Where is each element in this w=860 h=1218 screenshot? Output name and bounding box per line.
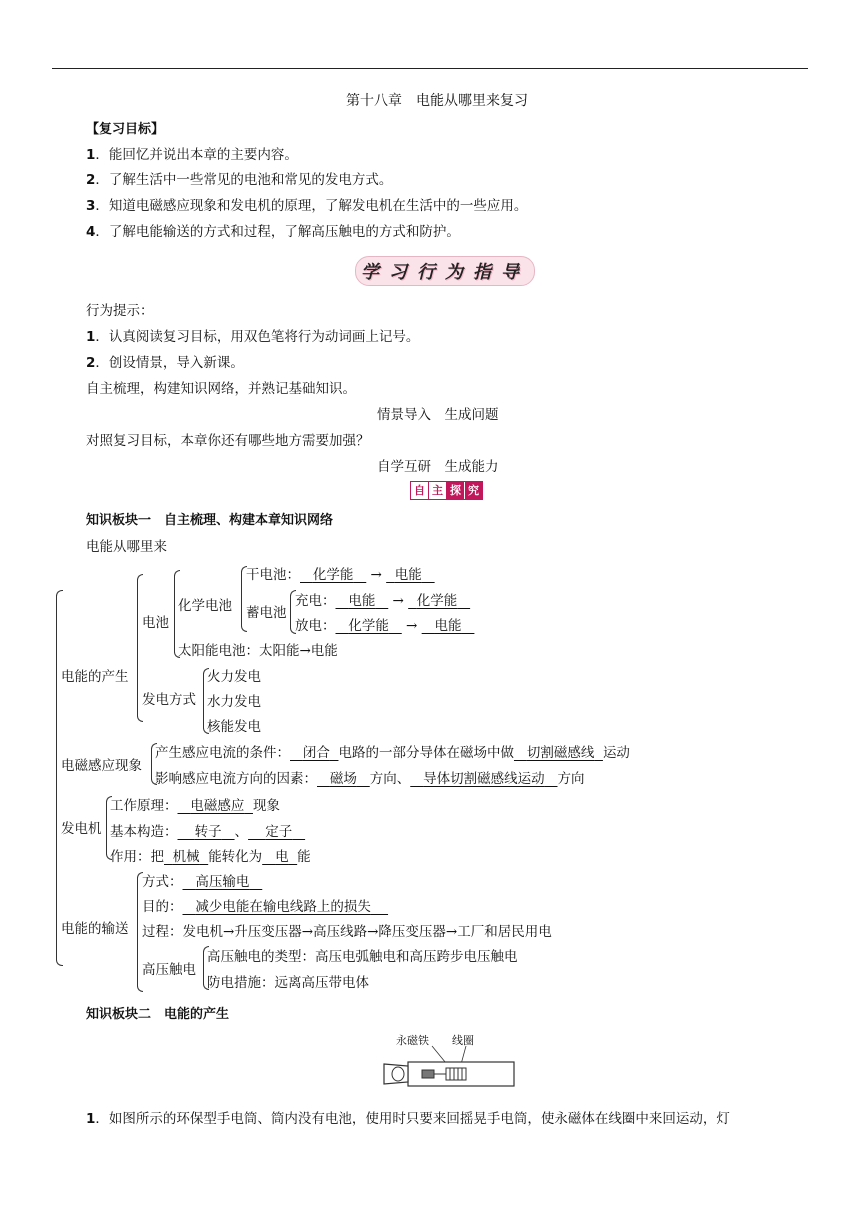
block1-subtitle: 电能从哪里来 [86, 539, 167, 555]
node-high-voltage-shock: 高压触电 [142, 962, 196, 978]
tip-item-1: 1．认真阅读复习目标，用双色笔将行为动词画上记号。 [86, 329, 420, 345]
solar-battery-row: 太阳能电池：太阳能→电能 [178, 643, 338, 659]
node-induction: 电磁感应现象 [61, 758, 142, 774]
node-transmission: 电能的输送 [61, 921, 129, 937]
section-self-study: 自学互研 生成能力 [377, 459, 499, 475]
label-magnet: 永磁铁 [396, 1034, 429, 1047]
question-1: 1．如图所示的环保型手电筒、筒内没有电池，使用时只要来回摇晃手电筒，使永磁体在线圈中来回运动，灯 [86, 1111, 730, 1127]
dry-battery-row: 干电池： 化学能 → 电能 [246, 567, 422, 583]
label-coil: 线圈 [452, 1034, 474, 1047]
tip-item-2: 2．创设情景，导入新课。 [86, 355, 244, 371]
hv-type-row: 高压触电的类型：高压电弧触电和高压跨步电压触电 [207, 949, 518, 965]
generator-structure-row: 基本构造： 转子 、 定子 [110, 824, 293, 840]
page-title: 第十八章 电能从哪里来复习 [346, 93, 528, 109]
tips-header: 行为提示： [86, 303, 154, 319]
goal-item-3: 3．知道电磁感应现象和发电机的原理，了解发电机在生活中的一些应用。 [86, 198, 528, 214]
transmission-process-row: 过程：发电机→升压变压器→高压线路→降压变压器→工厂和居民用电 [142, 924, 552, 940]
top-rule [52, 68, 808, 69]
node-chem-battery: 化学电池 [178, 598, 232, 614]
transmission-purpose-row: 目的： 减少电能在输电线路上的损失 [142, 899, 371, 915]
discharge-row: 放电： 化学能 → 电能 [295, 618, 462, 634]
tip-item-3: 自主梳理，构建知识网络，并熟记基础知识。 [86, 381, 356, 397]
study-guide-banner: 学习行为指导 [355, 256, 535, 286]
node-generator: 发电机 [61, 821, 102, 837]
gen-water: 水力发电 [207, 694, 261, 710]
node-battery: 电池 [142, 615, 169, 631]
induction-direction-row: 影响感应电流方向的因素： 磁场 方向、 导体切割磁感线运动 方向 [155, 771, 585, 787]
generator-principle-row: 工作原理： 电磁感应 现象 [110, 798, 280, 814]
block1-title: 知识板块一 自主梳理、构建本章知识网络 [86, 513, 334, 528]
self-explore-badge: 自 主 探 究 [410, 481, 483, 500]
gen-fire: 火力发电 [207, 669, 261, 685]
hv-protect-row: 防电措施：远离高压带电体 [207, 975, 369, 991]
flashlight-drawing [380, 1028, 520, 1090]
flashlight-figure [380, 1028, 520, 1090]
node-produce: 电能的产生 [61, 669, 129, 685]
goal-item-2: 2．了解生活中一些常见的电池和常见的发电方式。 [86, 172, 393, 188]
generator-function-row: 作用：把 机械 能转化为 电 能 [110, 849, 311, 865]
transmission-mode-row: 方式： 高压输电 [142, 874, 250, 890]
node-generation-method: 发电方式 [142, 692, 196, 708]
goal-item-4: 4．了解电能输送的方式和过程，了解高压触电的方式和防护。 [86, 224, 460, 240]
gen-nuclear: 核能发电 [207, 719, 261, 735]
goals-header: 【复习目标】 [86, 122, 165, 137]
section-scene-intro: 情景导入 生成问题 [377, 407, 499, 423]
brace-root [56, 590, 63, 966]
charge-row: 充电： 电能 → 化学能 [295, 593, 458, 609]
block2-title: 知识板块二 电能的产生 [86, 1007, 230, 1022]
node-storage-battery: 蓄电池 [246, 605, 287, 621]
goal-item-1: 1．能回忆并说出本章的主要内容。 [86, 147, 298, 163]
question-text: 对照复习目标，本章你还有哪些地方需要加强？ [86, 433, 370, 449]
induction-condition-row: 产生感应电流的条件： 闭合 电路的一部分导体在磁场中做 切割磁感线 运动 [155, 745, 630, 761]
